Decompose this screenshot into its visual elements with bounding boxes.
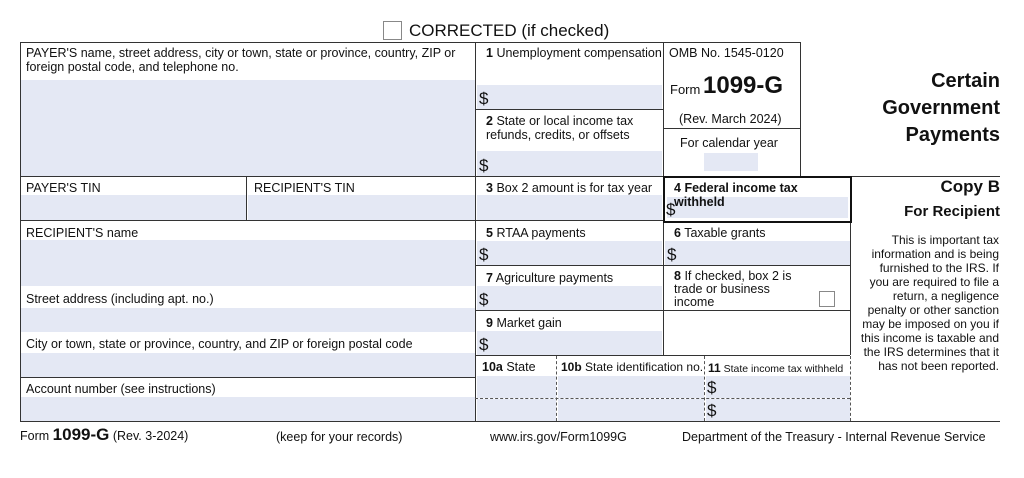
box7-number: 7 [486,271,493,285]
box11-dollar-1: $ [707,378,717,397]
box4-text: Federal income tax withheld [674,181,798,209]
box10b-label [561,360,703,374]
box2-field[interactable] [477,151,662,176]
box5-field[interactable] [477,241,662,265]
copy-subtitle: For Recipient [904,203,1000,220]
account-number-field[interactable] [20,397,475,421]
recipient-name-label: RECIPIENT'S name [26,226,139,240]
copy-title: Copy B [940,177,1000,196]
footer-form-prefix: Form [20,429,50,443]
box1-label [486,46,662,60]
corrected-checkbox[interactable] [383,21,402,40]
box4-dollar: $ [666,200,676,219]
box10b-number: 10b [561,360,582,374]
box7-dollar: $ [479,290,489,309]
footer-form-number: 1099-G [52,425,110,444]
form-title-line2: Government [882,97,1000,119]
box1-field[interactable] [477,85,662,109]
payer-tin-label: PAYER'S TIN [26,181,101,195]
omb-revision: (Rev. March 2024) [679,112,782,126]
account-number-label: Account number (see instructions) [26,382,216,396]
calendar-year-label: For calendar year [680,136,778,150]
box5-label [486,226,586,240]
box10a-field-2[interactable] [477,399,556,421]
box10a-field-1[interactable] [477,376,556,398]
recipient-tin-label: RECIPIENT'S TIN [254,181,355,195]
box4-number: 4 [674,181,681,195]
form-title-line1: Certain [931,70,1000,92]
box6-text: Taxable grants [684,226,766,240]
recipient-name-field[interactable] [20,240,475,286]
box2-label [486,114,658,142]
copy-notice: This is important tax information and is being furnished to the IRS. If you are required to file a return, a negligence penalty or other sanction may be imposed on you if this income is taxable and the IRS determines that it has not been reported. [860,233,999,373]
box2-number: 2 [486,114,493,128]
box11-field-2[interactable] [706,399,850,421]
box8-label [674,270,804,309]
payer-tin-field[interactable] [20,195,246,220]
box2-text: State or local income tax refunds, credits, or offsets [486,114,634,142]
box5-text: RTAA payments [496,226,586,240]
box10b-field-2[interactable] [558,399,704,421]
footer-revision: (Rev. 3-2024) [112,429,189,443]
calendar-year-field[interactable] [704,153,758,171]
omb-form-number: 1099-G [703,72,784,99]
city-field[interactable] [20,353,475,377]
box1-dollar: $ [479,89,489,108]
box7-field[interactable] [477,286,662,310]
box3-label [486,181,662,195]
box11-text: State income tax withheld [723,363,844,375]
box5-number: 5 [486,226,493,240]
box10b-field-1[interactable] [558,376,704,398]
box1-number: 1 [486,46,493,60]
omb-number: OMB No. 1545-0120 [669,46,784,60]
box6-dollar: $ [667,245,677,264]
box4-label [674,181,849,209]
footer-department: Department of the Treasury - Internal Revenue Service [682,430,986,444]
footer-url: www.irs.gov/Form1099G [490,430,627,444]
box9-text: Market gain [496,316,562,330]
payer-info-label: PAYER'S name, street address, city or town, state or province, country, ZIP or foreign postal code, and telephone no. [26,46,456,74]
box7-text: Agriculture payments [495,271,614,285]
box10a-text: State [506,360,536,374]
form-title [820,68,1000,149]
box7-label [486,271,613,285]
box6-number: 6 [674,226,681,240]
box11-field-1[interactable] [706,376,850,398]
box6-field[interactable] [665,241,850,265]
payer-info-field[interactable] [20,80,475,176]
form-title-line3: Payments [905,124,1000,146]
box10a-number: 10a [482,360,503,374]
box11-dollar-2: $ [707,401,717,420]
box6-label [674,226,766,240]
street-address-label: Street address (including apt. no.) [26,292,214,306]
box3-text: Box 2 amount is for tax year [496,181,653,195]
box1-text: Unemployment compensation [496,46,662,60]
recipient-tin-field[interactable] [248,195,475,220]
footer-keep: (keep for your records) [276,430,403,444]
box3-field[interactable] [477,195,662,220]
box9-field[interactable] [477,331,662,355]
box9-number: 9 [486,316,493,330]
box3-number: 3 [486,181,493,195]
box8-checkbox[interactable] [819,291,835,307]
city-label: City or town, state or province, country, and ZIP or foreign postal code [26,337,413,351]
corrected-label: CORRECTED (if checked) [409,21,610,40]
box2-dollar: $ [479,156,489,175]
box11-label [708,361,843,376]
box9-label [486,316,562,330]
box8-number: 8 [674,269,681,283]
box5-dollar: $ [479,245,489,264]
box11-number: 11 [708,361,721,375]
street-address-field[interactable] [20,308,475,332]
box10b-text: State identification no. [585,360,704,374]
footer-form [20,425,188,445]
omb-form-prefix: Form [670,82,701,97]
box9-dollar: $ [479,335,489,354]
box8-text: If checked, box 2 is trade or business income [674,269,792,309]
box10a-label [482,360,536,374]
